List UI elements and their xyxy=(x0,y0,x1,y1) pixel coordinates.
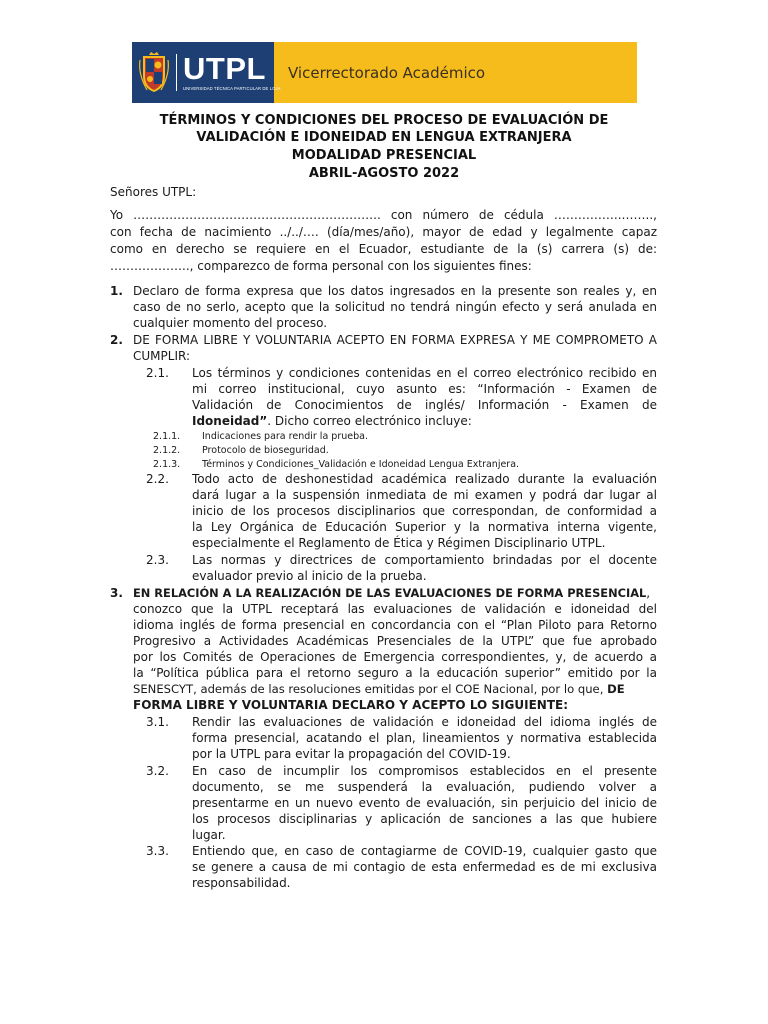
item-3-1-number: 3.1. xyxy=(146,715,169,729)
intro-line-3: como en derecho se requiere en el Ecuador, estudiante de la (s) carrera (s) de: xyxy=(110,242,657,256)
item-3-2-number: 3.2. xyxy=(146,764,169,778)
item-2-1-2-text: Protocolo de bioseguridad. xyxy=(202,445,329,456)
title-line-3: MODALIDAD PRESENCIAL xyxy=(291,148,477,163)
item-2-2-line-5: especialmente el Reglamento de Ética y Régimen Disciplinario UTPL. xyxy=(192,536,606,550)
item-3-1-line-1: Rendir las evaluaciones de validación e idoneidad del idioma inglés de xyxy=(192,715,657,729)
item-2-2-line-3: inicio de los procesos disciplinarios que correspondan, de conformidad a xyxy=(192,504,657,518)
item-2-2-line-4: la Ley Orgánica de Educación Superior y la normativa interna vigente, xyxy=(192,520,657,534)
item-2-2-line-2: dará lugar a la suspensión inmediata de mi examen y podrá dar lugar al xyxy=(192,488,657,502)
item-3-line-4: Progresivo a Actividades Académicas Presenciales de la UTPL” que fue aprobado xyxy=(133,634,657,648)
item-3-3-line-3: responsabilidad. xyxy=(192,876,291,890)
item-3-3-line-1: Entiendo que, en caso de contagiarme de COVID-19, cualquier gasto que xyxy=(192,844,657,858)
item-2-1-line-4 xyxy=(192,413,472,429)
item-2-1-1-text: Indicaciones para rendir la prueba. xyxy=(202,431,368,442)
item-3-line-1 xyxy=(133,585,657,601)
item-2-1-line-1: Los términos y condiciones contenidas en el correo electrónico recibido en xyxy=(192,366,657,380)
item-2-1-line-2: mi correo institucional, cuyo asunto es: “Información - Examen de xyxy=(192,382,657,396)
intro-line-4: ……………….., comparezco de forma personal con los siguientes fines: xyxy=(110,259,532,273)
item-2-3-number: 2.3. xyxy=(146,553,169,567)
item-1-number: 1. xyxy=(110,284,123,298)
item-3-line-6: la “Política pública para el retorno seguro a la educación superior” emitido por la xyxy=(133,666,657,680)
item-2-1-3-text: Términos y Condiciones_Validación e Idoneidad Lengua Extranjera. xyxy=(202,459,520,470)
item-3-2-line-4: los procesos disciplinarias y aplicación de sanciones a las que hubiere xyxy=(192,812,657,826)
item-3-2-line-1: En caso de incumplir los compromisos establecidos en el presente xyxy=(192,764,657,778)
item-2-1-1-number: 2.1.1. xyxy=(153,431,181,442)
item-2-2-number: 2.2. xyxy=(146,472,169,486)
title-line-1: TÉRMINOS Y CONDICIONES DEL PROCESO DE EVALUACIÓN DE xyxy=(159,113,609,128)
item-3-line-3: idioma inglés de forma presencial en concordancia con el “Plan Piloto para Retorno xyxy=(133,618,657,632)
item-1-line-3: cualquier momento del proceso. xyxy=(133,316,328,330)
item-3-line-8: FORMA LIBRE Y VOLUNTARIA DECLARO Y ACEPTO LO SIGUIENTE: xyxy=(133,698,568,712)
item-3-2-line-3: presentarme en un nuevo evento de evaluación, sin perjuicio del inicio de xyxy=(192,796,657,810)
title-line-2: VALIDACIÓN E IDONEIDAD EN LENGUA EXTRANJERA xyxy=(196,130,572,145)
item-3-line-1-bold: EN RELACIÓN A LA REALIZACIÓN DE LAS EVALUACIONES DE FORMA PRESENCIAL xyxy=(133,586,647,600)
item-3-line-5: por los Comités de Operaciones de Emergencia correspondientes, y, de acuerdo a xyxy=(133,650,657,664)
title-line-4: ABRIL-AGOSTO 2022 xyxy=(308,166,460,181)
item-2-line-2: CUMPLIR: xyxy=(133,349,190,363)
department-name: Vicerrectorado Académico xyxy=(288,63,486,82)
salutation: Señores UTPL: xyxy=(110,185,197,199)
item-1-line-2: caso de no serlo, acepto que la solicitud no tendrá ningún efecto y será anulada en xyxy=(133,300,657,314)
item-2-2-line-1: Todo acto de deshonestidad académica realizado durante la evaluación xyxy=(192,472,657,486)
item-3-line-2: conozco que la UTPL receptará las evaluaciones de validación e idoneidad del xyxy=(133,602,657,616)
logo-block xyxy=(132,42,281,103)
item-3-2-line-5: lugar. xyxy=(192,828,226,842)
logo-subtext: UNIVERSIDAD TÉCNICA PARTICULAR DE LOJA xyxy=(183,86,281,91)
logo-text: UTPL xyxy=(183,51,266,86)
item-2-3-line-2: evaluador previo al inicio de la prueba. xyxy=(192,569,427,583)
intro-line-1: Yo …………………………………………………….. con número de cédula ……………..…….., xyxy=(110,208,657,222)
item-2-1-3-number: 2.1.3. xyxy=(153,459,181,470)
item-2-number: 2. xyxy=(110,333,123,347)
item-2-1-line-4-rest: . Dicho correo electrónico incluye: xyxy=(267,414,472,428)
item-3-3-line-2: se genere a causa de mi contagio de esta enfermedad es de mi exclusiva xyxy=(192,860,657,874)
item-3-line-7-text: SENESCYT, además de las resoluciones emitidas por el COE Nacional, por lo que, xyxy=(133,682,608,696)
item-1-line-1: Declaro de forma expresa que los datos ingresados en la presente son reales y, en xyxy=(133,284,657,298)
item-3-number: 3. xyxy=(110,586,123,600)
header-banner xyxy=(132,42,637,103)
item-3-1-line-3: por la UTPL para evitar la propagación del COVID-19. xyxy=(192,747,511,761)
item-2-line-1: DE FORMA LIBRE Y VOLUNTARIA ACEPTO EN FORMA EXPRESA Y ME COMPROMETO A xyxy=(133,333,657,347)
department-block xyxy=(274,42,637,103)
university-seal-icon xyxy=(137,52,171,94)
item-2-1-line-4-bold: Idoneidad” xyxy=(192,414,268,428)
item-3-line-7 xyxy=(133,681,657,697)
item-3-3-number: 3.3. xyxy=(146,844,169,858)
intro-line-2: con fecha de nacimiento ../../…. (día/mes/año), mayor de edad y legalmente capaz xyxy=(110,225,657,239)
item-3-1-line-2: forma presencial, acatando el plan, lineamientos y normativa establecida xyxy=(192,731,657,745)
logo-divider xyxy=(176,54,177,91)
item-3-2-line-2: documento, se me suspenderá la evaluación, pudiendo volver a xyxy=(192,780,657,794)
item-2-3-line-1: Las normas y directrices de comportamiento brindadas por el docente xyxy=(192,553,657,567)
item-3-line-1-rest: , xyxy=(646,586,651,600)
item-2-1-number: 2.1. xyxy=(146,366,169,380)
item-2-1-line-3: Validación de Conocimientos de inglés/ Información - Examen de xyxy=(192,398,657,412)
item-2-1-2-number: 2.1.2. xyxy=(153,445,181,456)
item-3-line-7-bold: DE xyxy=(607,682,625,696)
